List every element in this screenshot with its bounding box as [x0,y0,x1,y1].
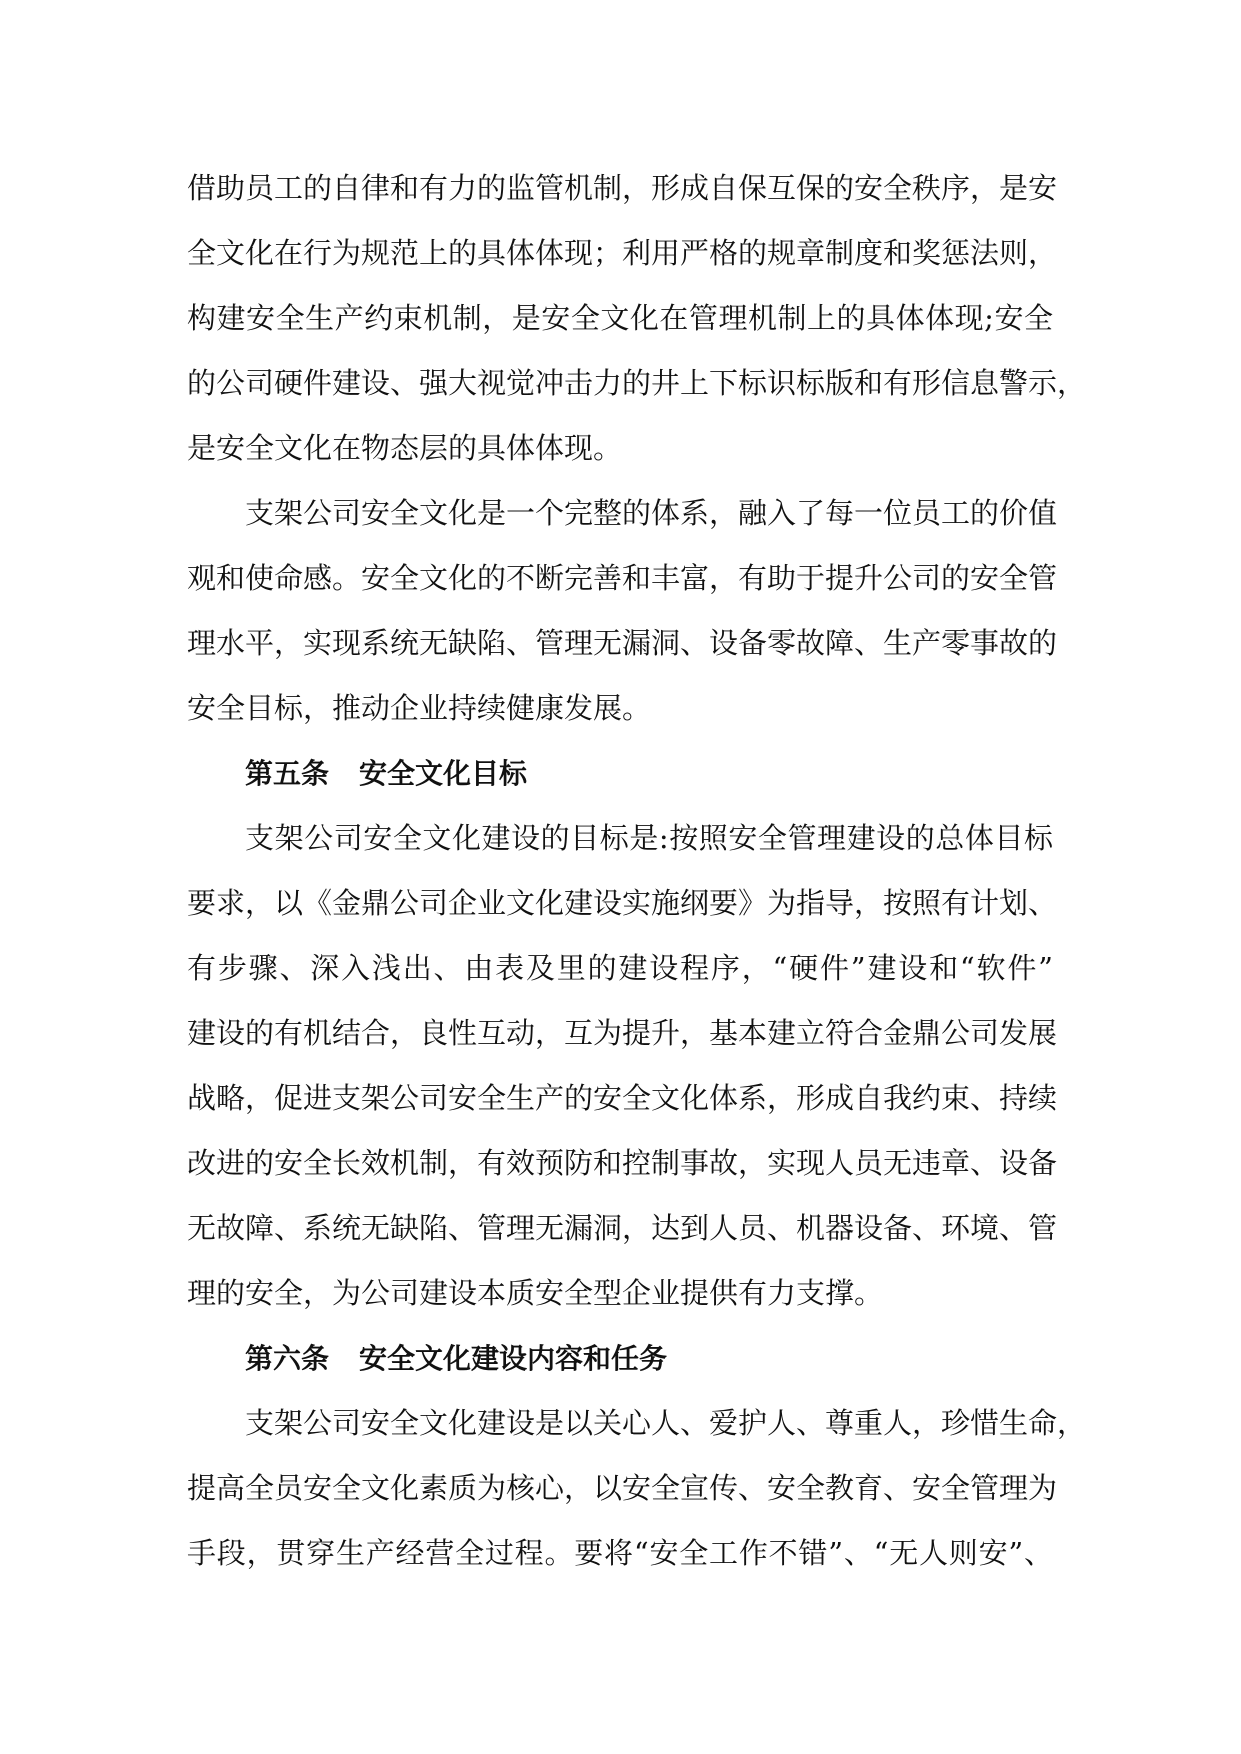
text-line: 战略，促进支架公司安全生产的安全文化体系，形成自我约束、持续 [187,1081,1058,1115]
text-line: 是安全文化在物态层的具体体现。 [187,431,623,465]
paragraph-culture-content-tasks [187,1391,1087,1586]
text-line: 要求，以《金鼎公司企业文化建设实施纲要》为指导，按照有计划、 [187,886,1058,920]
article-5-heading [187,741,1053,806]
text-line: 全文化在行为规范上的具体体现；利用严格的规章制度和奖惩法则， [187,236,1058,270]
text-line: 理水平，实现系统无缺陷、管理无漏洞、设备零故障、生产零事故的 [187,626,1058,660]
text-line: 安全目标，推动企业持续健康发展。 [187,691,652,725]
article-number: 第五条 [245,757,330,790]
text-line: 支架公司安全文化建设是以关心人、爱护人、尊重人，珍惜生命， [245,1406,1087,1440]
text-line: 观和使命感。安全文化的不断完善和丰富，有助于提升公司的安全管 [187,561,1058,595]
article-title: 安全文化建设内容和任务 [359,1342,668,1375]
text-line: 有步骤、深入浅出、由表及里的建设程序，“硬件”建设和“软件” [187,951,1053,985]
article-title: 安全文化目标 [359,757,528,790]
text-line: 提高全员安全文化素质为核心，以安全宣传、安全教育、安全管理为 [187,1471,1058,1505]
text-line: 理的安全，为公司建设本质安全型企业提供有力支撑。 [187,1276,884,1310]
paragraph-safety-culture-system [187,481,1058,741]
document-body [187,156,1087,1586]
text-line: 支架公司安全文化建设的目标是:按照安全管理建设的总体目标 [245,821,1053,855]
text-line: 支架公司安全文化是一个完整的体系，融入了每一位员工的价值 [245,496,1058,530]
text-line: 建设的有机结合，良性互动，互为提升，基本建立符合金鼎公司发展 [187,1016,1058,1050]
article-6-heading [187,1326,1053,1391]
text-line: 无故障、系统无缺陷、管理无漏洞，达到人员、机器设备、环境、管 [187,1211,1058,1245]
text-line: 改进的安全长效机制，有效预防和控制事故，实现人员无违章、设备 [187,1146,1058,1180]
article-number: 第六条 [245,1342,330,1375]
text-line: 构建安全生产约束机制，是安全文化在管理机制上的具体体现;安全 [187,301,1053,335]
text-line: 手段，贯穿生产经营全过程。要将“安全工作不错”、“无人则安”、 [187,1536,1053,1570]
paragraph-culture-goals [187,806,1058,1326]
paragraph-behavior-norms [187,156,1087,481]
text-line: 的公司硬件建设、强大视觉冲击力的井上下标识标版和有形信息警示， [187,366,1087,400]
text-line: 借助员工的自律和有力的监管机制，形成自保互保的安全秩序，是安 [187,171,1058,205]
